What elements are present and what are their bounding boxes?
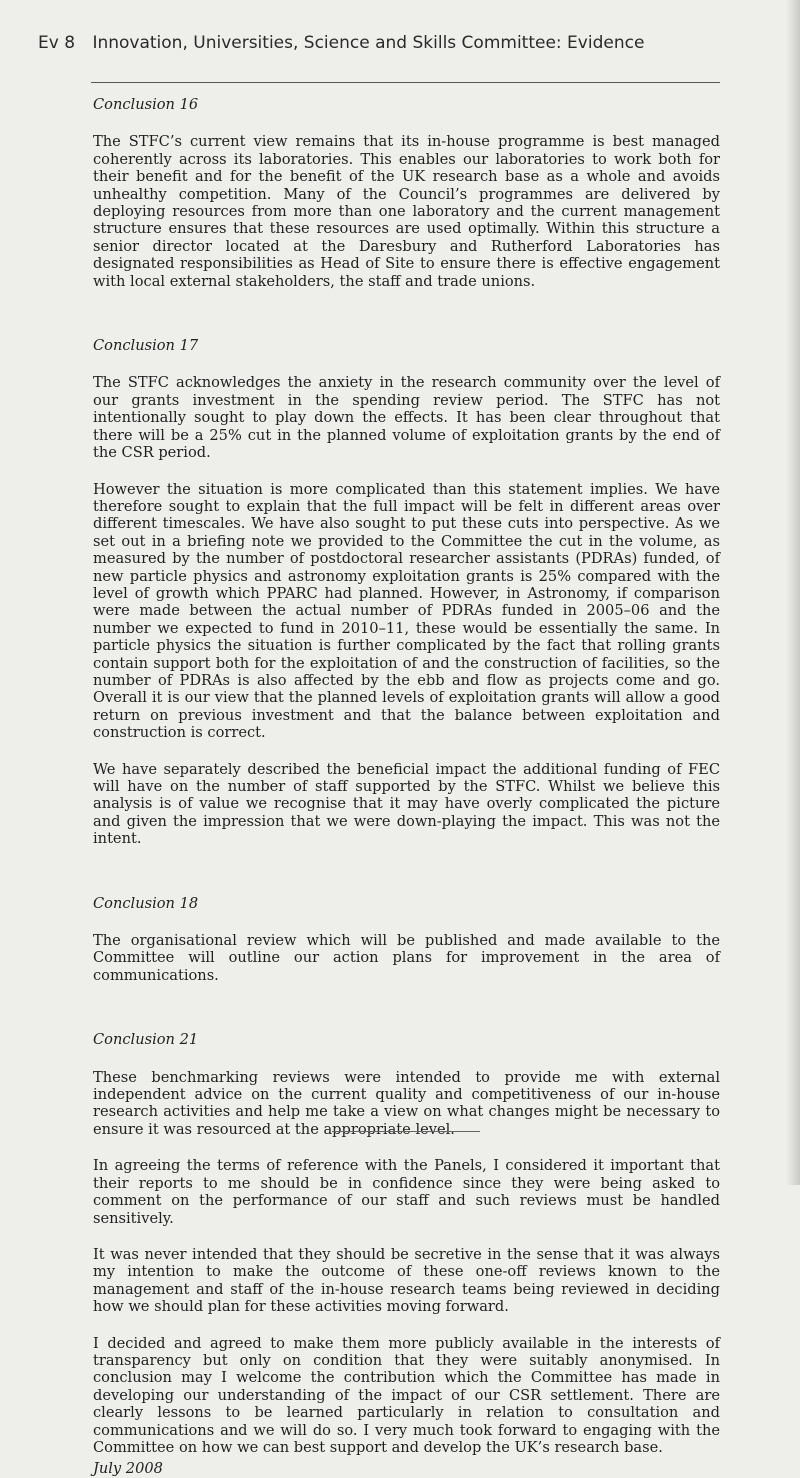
running-header <box>38 33 644 53</box>
section-conclusion-18 <box>93 895 720 985</box>
paragraph: We have separately described the beneficial impact the additional funding of FEC will have on the number of staff supported by the STFC. Whilst we believe this analysis is of value we recognise that it may have overly complicated the picture and given the impression that we were down-playing the impact. This was not the intent. <box>93 760 720 848</box>
paragraph: It was never intended that they should be secretive in the sense that it was always my intention to make the outcome of these one-off reviews known to the management and staff of the in-house research teams being reviewed in deciding how we should plan for these activities moving forward. <box>93 1245 720 1316</box>
page-edge-shadow <box>786 0 800 1185</box>
document-date: July 2008 <box>93 1460 163 1478</box>
paragraph: These benchmarking reviews were intended to provide me with external independent advice on the current quality and competitiveness of our in-house research activities and help me take a view on what changes might be necessary to ensure it was resourced at the appropriate level. <box>93 1068 720 1138</box>
footer-rule <box>332 1131 480 1132</box>
paragraph: The STFC’s current view remains that its in-house programme is best managed coherently across its laboratories. This enables our laboratories to work both for their benefit and for the benefit of the UK research base as a whole and avoids unhealthy competition. Many of the Council’s programmes are delivered by deploying resources from more than one laboratory and the current management structure ensures that these resources are used optimally. Within this structure a senior director located at the Daresbury and Rutherford Laboratories has designated responsibilities as Head of Site to ensure there is effective engagement with local external stakeholders, the staff and trade unions. <box>93 133 720 290</box>
paragraph: I decided and agreed to make them more publicly available in the interests of transparency but only on condition that they were suitably anonymised. In conclusion may I welcome the contribution which the Committee has made in developing our understanding of the impact of our CSR settlement. There are clearly lessons to be learned particularly in relation to consultation and communications and we will do so. I very much took forward to engaging with the Committee on how we can best support and develop the UK’s research base. <box>93 1334 720 1456</box>
paragraph: However the situation is more complicated than this statement implies. We have therefore sought to explain that the full impact will be felt in different areas over different timescales. We have also sought to put these cuts into perspective. As we set out in a briefing note we provided to the Committee the cut in the volume, as measured by the number of postdoctoral researcher assistants (PDRAs) funded, of new particle physics and astronomy exploitation grants is 25% compared with the level of growth which PPARC had planned. However, in Astronomy, if comparison were made between the actual number of PDRAs funded in 2005–06 and the number we expected to fund in 2010–11, these would be essentially the same. In particle physics the situation is further complicated by the fact that rolling grants contain support both for the exploitation of and the construction of facilities, so the number of PDRAs is also affected by the ebb and flow as projects come and go. Overall it is our view that the planned levels of exploitation grants will allow a good return on previous investment and that the balance between exploitation and construction is correct. <box>93 480 720 742</box>
header-rule <box>91 82 720 83</box>
paragraph: The STFC acknowledges the anxiety in the research community over the level of our grants investment in the spending review period. The STFC has not intentionally sought to play down the effects. It has been clear throughout that there will be a 25% cut in the planned volume of exploitation grants by the end of the CSR period. <box>93 374 720 462</box>
section-heading: Conclusion 18 <box>93 894 199 912</box>
document-body <box>93 96 720 1478</box>
section-heading: Conclusion 21 <box>93 1031 199 1049</box>
paragraph: In agreeing the terms of reference with the Panels, I considered it important that their reports to me should be in confidence since they were being asked to comment on the performance of our staff and such reviews must be handled sensitively. <box>93 1157 720 1227</box>
paragraph: The organisational review which will be published and made available to the Committee will outline our action plans for improvement in the area of communications. <box>93 932 720 984</box>
section-heading: Conclusion 16 <box>93 96 199 113</box>
page-number: Ev 8 <box>38 33 76 53</box>
section-conclusion-16 <box>93 96 720 290</box>
header-title: Innovation, Universities, Science and Skills Committee: Evidence <box>92 33 645 53</box>
section-conclusion-17 <box>93 337 720 848</box>
section-conclusion-21 <box>93 1031 720 1456</box>
section-heading: Conclusion 17 <box>93 337 199 355</box>
